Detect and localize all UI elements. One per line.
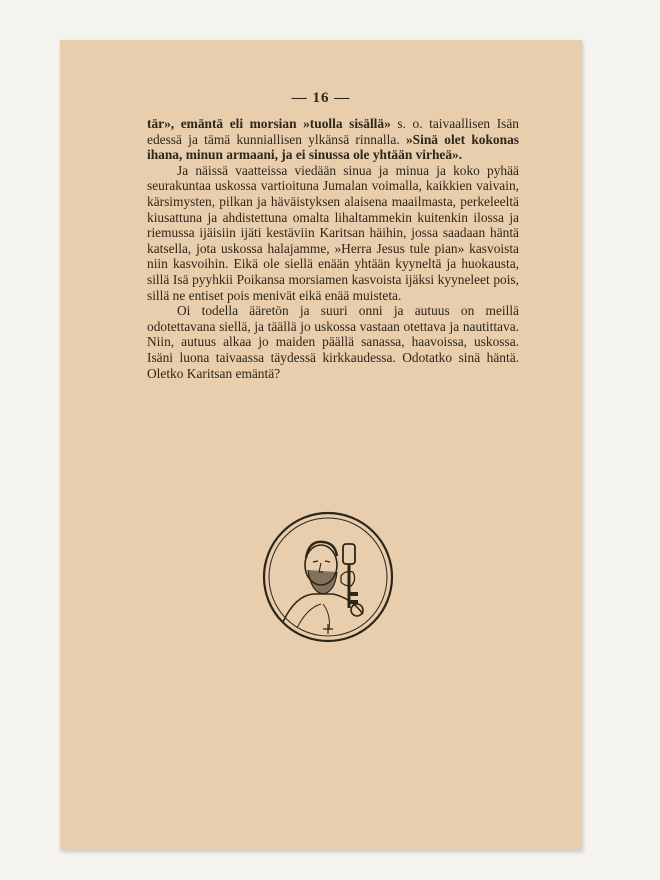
- text-segment: Ja näissä vaatteissa viedään sinua ja minua ja koko pyhää seurakuntaa uskossa vartioituna Jumalan voimalla, kaikkien vaivain, kärsimysten, pilkan ja häväistyksen alaisena maailmasta, perkeleeltä kiusattuna ja ahdistettuna omalta lihaltammekin kuitenkin ilossa ja riemussa ijäisiin ijäti kestäviin Karitsan häihin, jossa saadaan häntä katsella, jota uskossa halajamme, »Herra Jesus tule pian» kasvoista niin kasvoihin. Eikä ole siellä enään yhtään kyyneltä ja huokausta, sillä Isä pyyhkii Poikansa morsiamen kasvoista ijäksi kyyneleet pois, sillä ne entiset pois menivät eikä enää muisteta.: [147, 162, 519, 303]
- page-number: — 16 —: [291, 90, 351, 106]
- text-segment: »tuolla sisällä»: [303, 116, 391, 131]
- paragraph-1: [147, 116, 519, 163]
- saint-peter-with-keys-icon: [261, 510, 395, 644]
- text-segment: »Sinä olet kokonas ihana, minun armaani, ja ei sinussa ole yhtään virheä».: [147, 131, 519, 163]
- document-page: [60, 40, 582, 850]
- body-text: [147, 116, 519, 381]
- text-segment: s. o. taivaallisen Isän edessä ja tämä kunniallisen ylkänsä rinnalla.: [147, 116, 519, 147]
- text-segment: tär», emäntä eli morsian: [147, 116, 304, 131]
- paragraph-2: [147, 163, 519, 303]
- text-segment: Oi todella ääretön ja suuri onni ja autuus on meillä odotettavana siellä, ja täällä jo uskossa vastaan otettava ja nautittava. Niin, autuus alkaa jo maiden päällä sanassa, haavoissa, uskossa. Isäni luona taivaassa täydessä kirkkaudessa. Odotatko sinä häntä. Oletko Karitsan emäntä?: [147, 303, 519, 381]
- paragraph-3: [147, 303, 519, 381]
